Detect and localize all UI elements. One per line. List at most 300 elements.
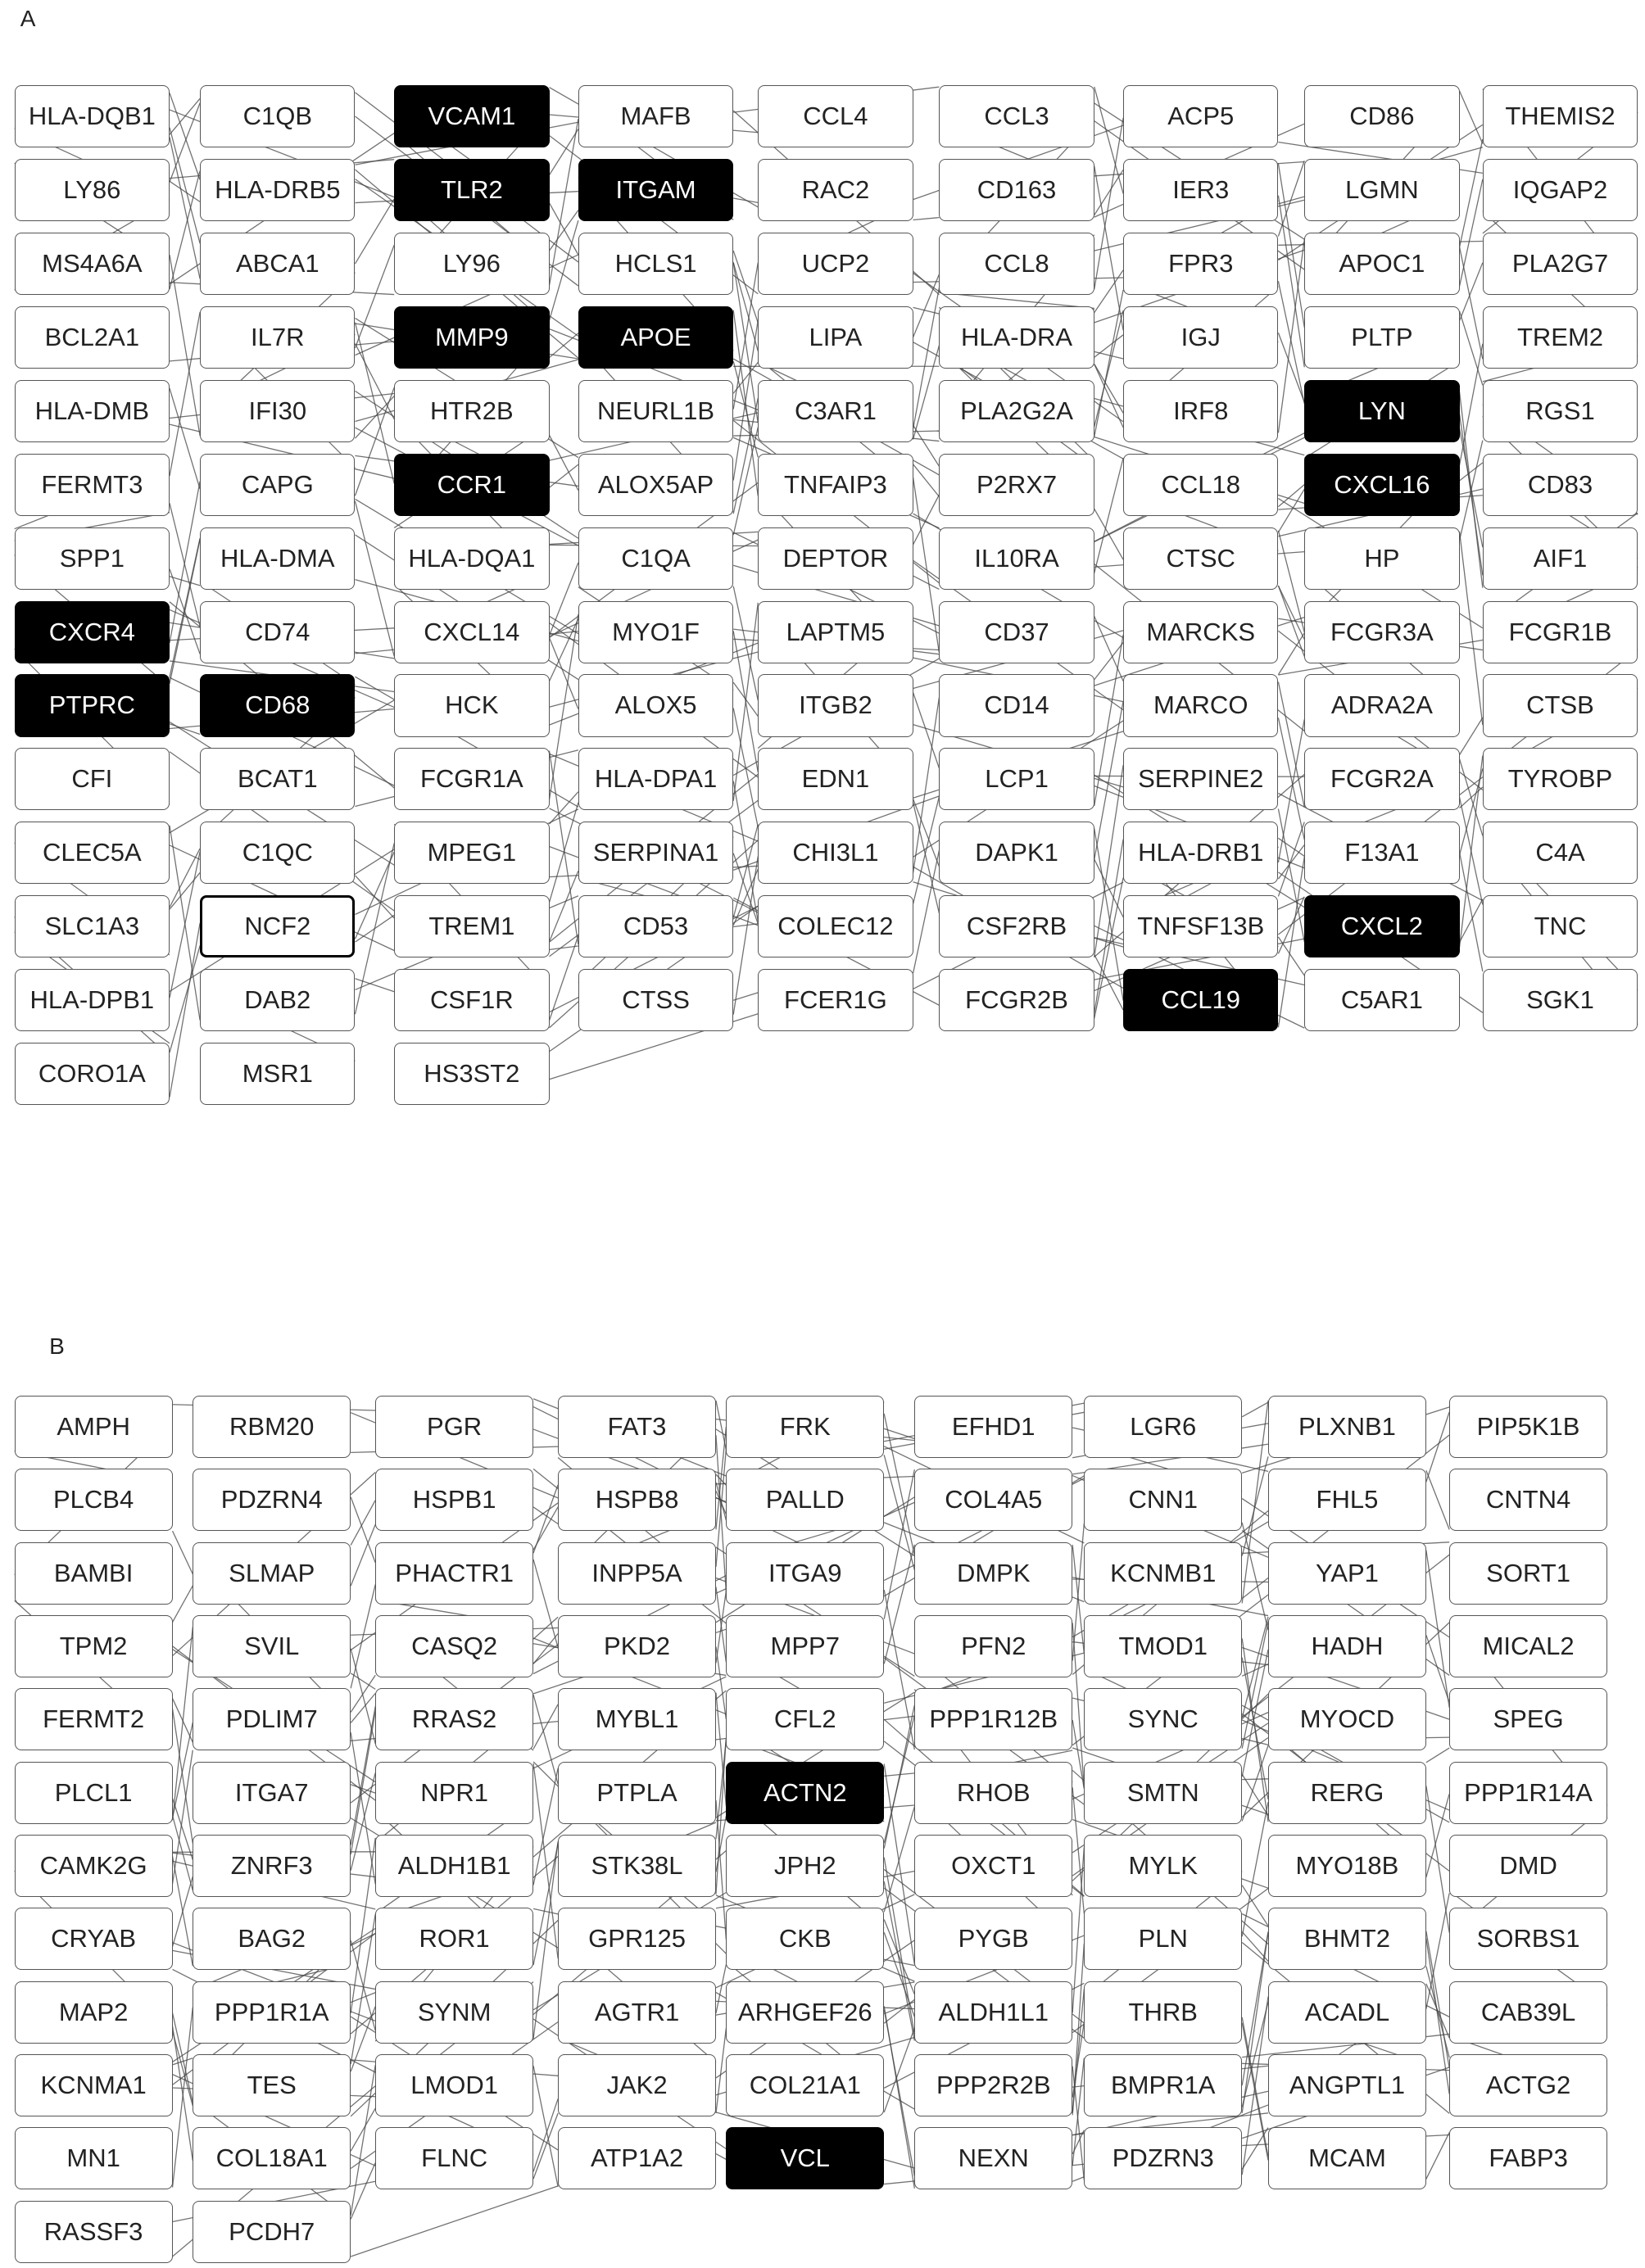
gene-node-hla-dra[interactable]: HLA-DRA — [939, 306, 1094, 369]
gene-node-ier3[interactable]: IER3 — [1123, 159, 1278, 221]
gene-node-ppp2r2b[interactable]: PPP2R2B — [914, 2054, 1072, 2116]
gene-node-col4a5[interactable]: COL4A5 — [914, 1469, 1072, 1531]
gene-node-mylk[interactable]: MYLK — [1084, 1835, 1242, 1897]
gene-node-c1qa[interactable]: C1QA — [578, 527, 733, 590]
gene-node-lipa[interactable]: LIPA — [758, 306, 913, 369]
interaction-edge — [355, 199, 394, 264]
gene-node-pip5k1b[interactable]: PIP5K1B — [1449, 1396, 1607, 1458]
gene-node-rac2[interactable]: RAC2 — [758, 159, 913, 221]
gene-node-mical2[interactable]: MICAL2 — [1449, 1615, 1607, 1677]
gene-node-pygb[interactable]: PYGB — [914, 1908, 1072, 1970]
interaction-edge — [1460, 247, 1483, 359]
interaction-edge — [550, 614, 578, 800]
interaction-edge — [173, 2008, 193, 2188]
gene-node-mybl1[interactable]: MYBL1 — [558, 1688, 716, 1750]
gene-node-vcl[interactable]: VCL — [726, 2127, 884, 2189]
gene-node-stk38l[interactable]: STK38L — [558, 1835, 716, 1897]
gene-node-mcam[interactable]: MCAM — [1268, 2127, 1426, 2189]
interaction-edge — [1094, 878, 1123, 1019]
gene-node-ppp1r12b[interactable]: PPP1R12B — [914, 1688, 1072, 1750]
interaction-edge — [1094, 87, 1123, 193]
gene-node-itga7[interactable]: ITGA7 — [193, 1762, 351, 1824]
gene-node-fcgr3a[interactable]: FCGR3A — [1304, 601, 1459, 663]
gene-node-cd74[interactable]: CD74 — [200, 601, 355, 663]
panel-label-a: A — [20, 6, 36, 32]
gene-node-agtr1[interactable]: AGTR1 — [558, 1981, 716, 2044]
gene-node-tnfsf13b[interactable]: TNFSF13B — [1123, 895, 1278, 957]
interaction-edge — [1460, 718, 1483, 754]
gene-node-cfl2[interactable]: CFL2 — [726, 1688, 884, 1750]
gene-node-speg[interactable]: SPEG — [1449, 1688, 1607, 1750]
gene-node-camk2g[interactable]: CAMK2G — [15, 1835, 173, 1897]
interaction-edge — [1426, 1412, 1449, 1482]
gene-node-fat3[interactable]: FAT3 — [558, 1396, 716, 1458]
gene-node-ccl18[interactable]: CCL18 — [1123, 454, 1278, 516]
gene-node-acadl[interactable]: ACADL — [1268, 1981, 1426, 2044]
gene-node-tnfaip3[interactable]: TNFAIP3 — [758, 454, 913, 516]
gene-node-hadh[interactable]: HADH — [1268, 1615, 1426, 1677]
interaction-edge — [170, 923, 200, 1098]
interaction-edge — [1094, 954, 1123, 1010]
gene-node-sgk1[interactable]: SGK1 — [1483, 969, 1638, 1031]
gene-node-jak2[interactable]: JAK2 — [558, 2054, 716, 2116]
gene-node-ppp1r14a[interactable]: PPP1R14A — [1449, 1762, 1607, 1824]
gene-node-rerg[interactable]: RERG — [1268, 1762, 1426, 1824]
interaction-edge — [1460, 852, 1483, 971]
gene-node-itga9[interactable]: ITGA9 — [726, 1542, 884, 1605]
gene-node-hla-drb1[interactable]: HLA-DRB1 — [1123, 822, 1278, 884]
gene-node-casq2[interactable]: CASQ2 — [375, 1615, 533, 1677]
interaction-edge — [913, 803, 940, 913]
gene-node-hp[interactable]: HP — [1304, 527, 1459, 590]
gene-node-dapk1[interactable]: DAPK1 — [939, 822, 1094, 884]
interaction-edge — [533, 1633, 558, 1664]
gene-node-cab39l[interactable]: CAB39L — [1449, 1981, 1607, 2044]
gene-node-irf8[interactable]: IRF8 — [1123, 380, 1278, 442]
gene-node-tyrobp[interactable]: TYROBP — [1483, 748, 1638, 810]
gene-node-pkd2[interactable]: PKD2 — [558, 1615, 716, 1677]
interaction-edge — [351, 2065, 375, 2216]
gene-node-znrf3[interactable]: ZNRF3 — [193, 1835, 351, 1897]
interaction-edge — [716, 2028, 726, 2113]
gene-node-aldh1b1[interactable]: ALDH1B1 — [375, 1835, 533, 1897]
gene-node-ms4a6a[interactable]: MS4A6A — [15, 233, 170, 295]
gene-node-c4a[interactable]: C4A — [1483, 822, 1638, 884]
gene-node-pdzrn3[interactable]: PDZRN3 — [1084, 2127, 1242, 2189]
interaction-edge — [170, 137, 200, 278]
gene-node-lmod1[interactable]: LMOD1 — [375, 2054, 533, 2116]
gene-node-fpr3[interactable]: FPR3 — [1123, 233, 1278, 295]
interaction-edge — [533, 1560, 558, 1647]
interaction-edge — [355, 245, 394, 348]
interaction-edge — [170, 852, 200, 998]
gene-node-rassf3[interactable]: RASSF3 — [15, 2201, 173, 2263]
gene-node-hla-dpa1[interactable]: HLA-DPA1 — [578, 748, 733, 810]
gene-node-angptl1[interactable]: ANGPTL1 — [1268, 2054, 1426, 2116]
gene-node-ccl4[interactable]: CCL4 — [758, 85, 913, 147]
interaction-edge — [351, 1993, 375, 2003]
gene-node-colec12[interactable]: COLEC12 — [758, 895, 913, 957]
gene-node-csf2rb[interactable]: CSF2RB — [939, 895, 1094, 957]
interaction-edge — [1426, 1550, 1449, 1708]
gene-node-myo18b[interactable]: MYO18B — [1268, 1835, 1426, 1897]
gene-node-bambi[interactable]: BAMBI — [15, 1542, 173, 1605]
gene-node-lgr6[interactable]: LGR6 — [1084, 1396, 1242, 1458]
gene-node-jph2[interactable]: JPH2 — [726, 1835, 884, 1897]
gene-node-rras2[interactable]: RRAS2 — [375, 1688, 533, 1750]
gene-node-marco[interactable]: MARCO — [1123, 674, 1278, 736]
gene-node-hspb1[interactable]: HSPB1 — [375, 1469, 533, 1531]
gene-node-mn1[interactable]: MN1 — [15, 2127, 173, 2189]
gene-node-thrb[interactable]: THRB — [1084, 1981, 1242, 2044]
gene-node-alox5ap[interactable]: ALOX5AP — [578, 454, 733, 516]
gene-node-csf1r[interactable]: CSF1R — [394, 969, 549, 1031]
interaction-edge — [550, 203, 578, 255]
interaction-edge — [173, 1531, 193, 1574]
gene-node-nexn[interactable]: NEXN — [914, 2127, 1072, 2189]
gene-node-cxcl16[interactable]: CXCL16 — [1304, 454, 1459, 516]
gene-node-cfi[interactable]: CFI — [15, 748, 170, 810]
gene-node-tnc[interactable]: TNC — [1483, 895, 1638, 957]
interaction-edge — [1460, 91, 1483, 144]
gene-node-kcnma1[interactable]: KCNMA1 — [15, 2054, 173, 2116]
gene-node-hla-dpb1[interactable]: HLA-DPB1 — [15, 969, 170, 1031]
interaction-edge — [1426, 1967, 1449, 2058]
interaction-edge — [1278, 586, 1304, 639]
gene-node-ror1[interactable]: ROR1 — [375, 1908, 533, 1970]
gene-node-ptpla[interactable]: PTPLA — [558, 1762, 716, 1824]
gene-node-hla-dqa1[interactable]: HLA-DQA1 — [394, 527, 549, 590]
interaction-edge — [1460, 759, 1483, 836]
interaction-edge — [913, 464, 940, 497]
gene-node-svil[interactable]: SVIL — [193, 1615, 351, 1677]
gene-node-aif1[interactable]: AIF1 — [1483, 527, 1638, 590]
gene-node-clec5a[interactable]: CLEC5A — [15, 822, 170, 884]
interaction-edge — [1426, 1635, 1449, 1702]
interaction-edge — [884, 1469, 914, 1619]
gene-node-ctss[interactable]: CTSS — [578, 969, 733, 1031]
gene-node-abca1[interactable]: ABCA1 — [200, 233, 355, 295]
gene-node-laptm5[interactable]: LAPTM5 — [758, 601, 913, 663]
interaction-edge — [173, 2012, 193, 2103]
gene-node-cd68[interactable]: CD68 — [200, 674, 355, 736]
interaction-edge — [533, 1704, 558, 1749]
gene-node-palld[interactable]: PALLD — [726, 1469, 884, 1531]
interaction-edge — [550, 803, 578, 903]
gene-node-fcgr1a[interactable]: FCGR1A — [394, 748, 549, 810]
gene-node-ccl8[interactable]: CCL8 — [939, 233, 1094, 295]
gene-node-pla2g7[interactable]: PLA2G7 — [1483, 233, 1638, 295]
gene-node-cxcr4[interactable]: CXCR4 — [15, 601, 170, 663]
interaction-edge — [550, 619, 578, 681]
gene-node-c3ar1[interactable]: C3AR1 — [758, 380, 913, 442]
gene-node-htr2b[interactable]: HTR2B — [394, 380, 549, 442]
gene-node-hla-drb5[interactable]: HLA-DRB5 — [200, 159, 355, 221]
gene-node-bhmt2[interactable]: BHMT2 — [1268, 1908, 1426, 1970]
interaction-edge — [1072, 2067, 1084, 2180]
gene-node-p2rx7[interactable]: P2RX7 — [939, 454, 1094, 516]
gene-node-pdlim7[interactable]: PDLIM7 — [193, 1688, 351, 1750]
gene-node-ppp1r1a[interactable]: PPP1R1A — [193, 1981, 351, 2044]
interaction-edge — [1072, 1623, 1084, 1788]
gene-node-trem2[interactable]: TREM2 — [1483, 306, 1638, 369]
gene-node-smtn[interactable]: SMTN — [1084, 1762, 1242, 1824]
interaction-edge — [1278, 838, 1304, 856]
interaction-edge — [351, 1524, 375, 1586]
gene-node-chi3l1[interactable]: CHI3L1 — [758, 822, 913, 884]
gene-node-hla-dmb[interactable]: HLA-DMB — [15, 380, 170, 442]
gene-node-tlr2[interactable]: TLR2 — [394, 159, 549, 221]
interaction-edge — [533, 1485, 558, 1553]
gene-node-il7r[interactable]: IL7R — [200, 306, 355, 369]
gene-node-alox5[interactable]: ALOX5 — [578, 674, 733, 736]
interaction-edge — [355, 501, 394, 657]
gene-node-plxnb1[interactable]: PLXNB1 — [1268, 1396, 1426, 1458]
interaction-edge — [1094, 118, 1123, 289]
gene-node-hcls1[interactable]: HCLS1 — [578, 233, 733, 295]
gene-node-tpm2[interactable]: TPM2 — [15, 1615, 173, 1677]
gene-node-pltp[interactable]: PLTP — [1304, 306, 1459, 369]
interaction-edge — [170, 93, 200, 179]
gene-node-inpp5a[interactable]: INPP5A — [558, 1542, 716, 1605]
gene-node-lgmn[interactable]: LGMN — [1304, 159, 1459, 221]
gene-node-phactr1[interactable]: PHACTR1 — [375, 1542, 533, 1605]
gene-node-myocd[interactable]: MYOCD — [1268, 1688, 1426, 1750]
gene-node-mafb[interactable]: MAFB — [578, 85, 733, 147]
gene-node-myo1f[interactable]: MYO1F — [578, 601, 733, 663]
gene-node-trem1[interactable]: TREM1 — [394, 895, 549, 957]
gene-node-hs3st2[interactable]: HS3ST2 — [394, 1043, 549, 1105]
interaction-edge — [550, 935, 578, 1021]
interaction-edge — [170, 388, 200, 489]
gene-node-mmp9[interactable]: MMP9 — [394, 306, 549, 369]
gene-node-pdzrn4[interactable]: PDZRN4 — [193, 1469, 351, 1531]
gene-node-cnn1[interactable]: CNN1 — [1084, 1469, 1242, 1531]
gene-node-itgb2[interactable]: ITGB2 — [758, 674, 913, 736]
gene-node-gpr125[interactable]: GPR125 — [558, 1908, 716, 1970]
gene-node-pfn2[interactable]: PFN2 — [914, 1615, 1072, 1677]
gene-node-cd37[interactable]: CD37 — [939, 601, 1094, 663]
gene-node-fcgr2b[interactable]: FCGR2B — [939, 969, 1094, 1031]
gene-node-c5ar1[interactable]: C5AR1 — [1304, 969, 1459, 1031]
gene-node-apoc1[interactable]: APOC1 — [1304, 233, 1459, 295]
interaction-edge — [533, 1695, 558, 1784]
gene-node-mpeg1[interactable]: MPEG1 — [394, 822, 549, 884]
interaction-edge — [1072, 1787, 1084, 1913]
gene-node-pla2g2a[interactable]: PLA2G2A — [939, 380, 1094, 442]
gene-node-c1qc[interactable]: C1QC — [200, 822, 355, 884]
gene-node-ctsb[interactable]: CTSB — [1483, 674, 1638, 736]
gene-node-sort1[interactable]: SORT1 — [1449, 1542, 1607, 1605]
gene-node-plcb4[interactable]: PLCB4 — [15, 1469, 173, 1531]
gene-node-lyn[interactable]: LYN — [1304, 380, 1459, 442]
interaction-edge — [733, 853, 758, 924]
gene-node-atp1a2[interactable]: ATP1A2 — [558, 2127, 716, 2189]
gene-node-adra2a[interactable]: ADRA2A — [1304, 674, 1459, 736]
interaction-edge — [550, 638, 578, 709]
gene-node-slmap[interactable]: SLMAP — [193, 1542, 351, 1605]
interaction-edge — [170, 98, 200, 134]
gene-node-col18a1[interactable]: COL18A1 — [193, 2127, 351, 2189]
gene-node-bcat1[interactable]: BCAT1 — [200, 748, 355, 810]
interaction-edge — [173, 1876, 193, 1947]
gene-node-iqgap2[interactable]: IQGAP2 — [1483, 159, 1638, 221]
interaction-edge — [884, 1545, 914, 1664]
interaction-edge — [884, 1414, 914, 1555]
gene-node-dab2[interactable]: DAB2 — [200, 969, 355, 1031]
gene-node-ucp2[interactable]: UCP2 — [758, 233, 913, 295]
interaction-edge — [913, 576, 940, 589]
interaction-edge — [550, 129, 578, 175]
gene-node-ifi30[interactable]: IFI30 — [200, 380, 355, 442]
interaction-edge — [550, 435, 578, 491]
gene-node-hspb8[interactable]: HSPB8 — [558, 1469, 716, 1531]
gene-node-aldh1l1[interactable]: ALDH1L1 — [914, 1981, 1072, 2044]
gene-node-spp1[interactable]: SPP1 — [15, 527, 170, 590]
gene-node-oxct1[interactable]: OXCT1 — [914, 1835, 1072, 1897]
gene-node-ly86[interactable]: LY86 — [15, 159, 170, 221]
interaction-edge — [884, 1455, 914, 1569]
gene-node-fcer1g[interactable]: FCER1G — [758, 969, 913, 1031]
gene-node-lcp1[interactable]: LCP1 — [939, 748, 1094, 810]
gene-node-pln[interactable]: PLN — [1084, 1908, 1242, 1970]
gene-node-efhd1[interactable]: EFHD1 — [914, 1396, 1072, 1458]
gene-node-coro1a[interactable]: CORO1A — [15, 1043, 170, 1105]
gene-node-serpina1[interactable]: SERPINA1 — [578, 822, 733, 884]
gene-node-apoe[interactable]: APOE — [578, 306, 733, 369]
gene-node-cd14[interactable]: CD14 — [939, 674, 1094, 736]
gene-node-tmod1[interactable]: TMOD1 — [1084, 1615, 1242, 1677]
gene-node-cd86[interactable]: CD86 — [1304, 85, 1459, 147]
interaction-edge — [351, 1711, 375, 1854]
interaction-edge — [733, 198, 758, 202]
gene-node-themis2[interactable]: THEMIS2 — [1483, 85, 1638, 147]
interaction-edge — [1460, 414, 1483, 575]
gene-node-bmpr1a[interactable]: BMPR1A — [1084, 2054, 1242, 2116]
interaction-edge — [884, 1881, 914, 2040]
gene-node-cryab[interactable]: CRYAB — [15, 1908, 173, 1970]
interaction-edge — [1242, 1402, 1268, 1417]
gene-node-serpine2[interactable]: SERPINE2 — [1123, 748, 1278, 810]
gene-node-fermt3[interactable]: FERMT3 — [15, 454, 170, 516]
gene-node-pgr[interactable]: PGR — [375, 1396, 533, 1458]
gene-node-frk[interactable]: FRK — [726, 1396, 884, 1458]
interaction-edge — [913, 796, 940, 903]
gene-node-ly96[interactable]: LY96 — [394, 233, 549, 295]
gene-node-vcam1[interactable]: VCAM1 — [394, 85, 549, 147]
gene-node-yap1[interactable]: YAP1 — [1268, 1542, 1426, 1605]
gene-node-tes[interactable]: TES — [193, 2054, 351, 2116]
gene-node-kcnmb1[interactable]: KCNMB1 — [1084, 1542, 1242, 1605]
interaction-edge — [533, 1908, 558, 1913]
gene-node-hla-dma[interactable]: HLA-DMA — [200, 527, 355, 590]
gene-node-cd53[interactable]: CD53 — [578, 895, 733, 957]
gene-node-dmd[interactable]: DMD — [1449, 1835, 1607, 1897]
gene-node-sorbs1[interactable]: SORBS1 — [1449, 1908, 1607, 1970]
gene-node-cd163[interactable]: CD163 — [939, 159, 1094, 221]
gene-node-mpp7[interactable]: MPP7 — [726, 1615, 884, 1677]
gene-node-rhob[interactable]: RHOB — [914, 1762, 1072, 1824]
interaction-edge — [170, 170, 200, 289]
gene-node-neurl1b[interactable]: NEURL1B — [578, 380, 733, 442]
gene-node-rgs1[interactable]: RGS1 — [1483, 380, 1638, 442]
gene-node-cd83[interactable]: CD83 — [1483, 454, 1638, 516]
gene-node-cxcl2[interactable]: CXCL2 — [1304, 895, 1459, 957]
interaction-edge — [716, 2154, 726, 2160]
gene-node-f13a1[interactable]: F13A1 — [1304, 822, 1459, 884]
gene-node-hla-dqb1[interactable]: HLA-DQB1 — [15, 85, 170, 147]
gene-node-slc1a3[interactable]: SLC1A3 — [15, 895, 170, 957]
interaction-edge — [884, 2009, 914, 2176]
gene-node-deptor[interactable]: DEPTOR — [758, 527, 913, 590]
interaction-edge — [170, 724, 200, 735]
interaction-edge — [173, 1709, 193, 1843]
gene-node-fcgr1b[interactable]: FCGR1B — [1483, 601, 1638, 663]
gene-node-acp5[interactable]: ACP5 — [1123, 85, 1278, 147]
gene-node-fhl5[interactable]: FHL5 — [1268, 1469, 1426, 1531]
gene-node-ccr1[interactable]: CCR1 — [394, 454, 549, 516]
gene-node-itgam[interactable]: ITGAM — [578, 159, 733, 221]
gene-node-ccl3[interactable]: CCL3 — [939, 85, 1094, 147]
gene-node-dmpk[interactable]: DMPK — [914, 1542, 1072, 1605]
gene-node-igj[interactable]: IGJ — [1123, 306, 1278, 369]
interaction-edge — [1094, 290, 1123, 437]
gene-node-pcdh7[interactable]: PCDH7 — [193, 2201, 351, 2263]
gene-node-flnc[interactable]: FLNC — [375, 2127, 533, 2189]
gene-node-cntn4[interactable]: CNTN4 — [1449, 1469, 1607, 1531]
gene-node-ncf2[interactable]: NCF2 — [200, 895, 355, 957]
gene-node-fabp3[interactable]: FABP3 — [1449, 2127, 1607, 2189]
gene-node-msr1[interactable]: MSR1 — [200, 1043, 355, 1105]
gene-node-actg2[interactable]: ACTG2 — [1449, 2054, 1607, 2116]
gene-node-fermt2[interactable]: FERMT2 — [15, 1688, 173, 1750]
gene-node-hck[interactable]: HCK — [394, 674, 549, 736]
gene-node-fcgr2a[interactable]: FCGR2A — [1304, 748, 1459, 810]
interaction-edge — [173, 1586, 193, 1623]
gene-node-capg[interactable]: CAPG — [200, 454, 355, 516]
gene-node-rbm20[interactable]: RBM20 — [193, 1396, 351, 1458]
gene-node-bag2[interactable]: BAG2 — [193, 1908, 351, 1970]
interaction-edge — [170, 945, 200, 1053]
interaction-edge — [351, 2186, 558, 2257]
gene-node-actn2[interactable]: ACTN2 — [726, 1762, 884, 1824]
interaction-edge — [913, 692, 940, 767]
gene-node-arhgef26[interactable]: ARHGEF26 — [726, 1981, 884, 2044]
interaction-edge — [170, 255, 200, 436]
gene-node-sync[interactable]: SYNC — [1084, 1688, 1242, 1750]
gene-node-npr1[interactable]: NPR1 — [375, 1762, 533, 1824]
gene-node-bcl2a1[interactable]: BCL2A1 — [15, 306, 170, 369]
gene-node-cxcl14[interactable]: CXCL14 — [394, 601, 549, 663]
gene-node-col21a1[interactable]: COL21A1 — [726, 2054, 884, 2116]
gene-node-plcl1[interactable]: PLCL1 — [15, 1762, 173, 1824]
gene-node-synm[interactable]: SYNM — [375, 1981, 533, 2044]
gene-node-amph[interactable]: AMPH — [15, 1396, 173, 1458]
gene-node-ccl19[interactable]: CCL19 — [1123, 969, 1278, 1031]
gene-node-marcks[interactable]: MARCKS — [1123, 601, 1278, 663]
interaction-edge — [1278, 718, 1304, 840]
gene-node-ctsc[interactable]: CTSC — [1123, 527, 1278, 590]
interaction-edge — [1426, 1737, 1449, 1738]
gene-node-edn1[interactable]: EDN1 — [758, 748, 913, 810]
interaction-edge — [351, 2108, 375, 2151]
gene-node-ckb[interactable]: CKB — [726, 1908, 884, 1970]
gene-node-c1qb[interactable]: C1QB — [200, 85, 355, 147]
gene-node-il10ra[interactable]: IL10RA — [939, 527, 1094, 590]
gene-node-ptprc[interactable]: PTPRC — [15, 674, 170, 736]
interaction-edge — [1278, 633, 1304, 675]
gene-node-map2[interactable]: MAP2 — [15, 1981, 173, 2044]
